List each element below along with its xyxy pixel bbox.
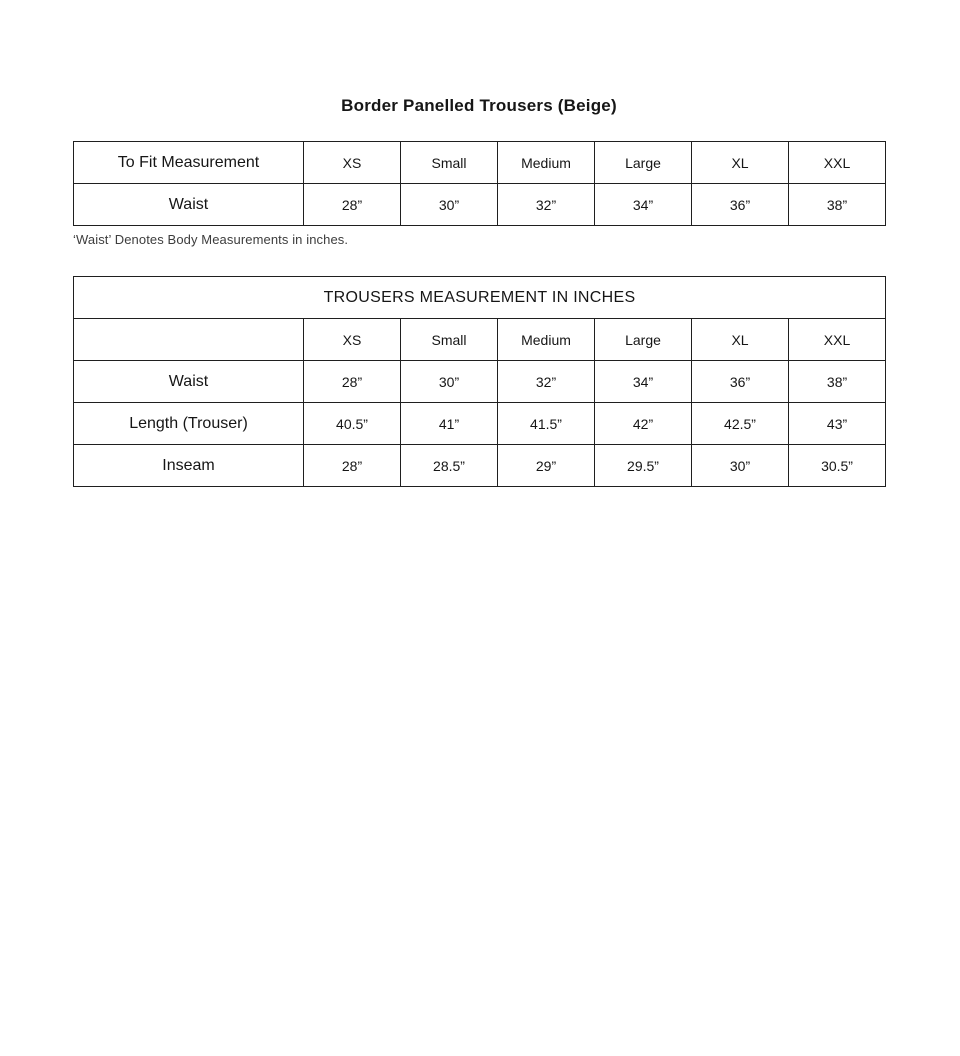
meas-waist-xs: 28” [304,361,401,403]
meas-inseam-large: 29.5” [595,445,692,487]
waist-value-small: 30” [401,184,498,226]
waist-value-xl: 36” [692,184,789,226]
measurement-table-title: TROUSERS MEASUREMENT IN INCHES [74,277,886,319]
fit-table-waist-row [74,184,886,226]
page-title: Border Panelled Trousers (Beige) [341,96,617,115]
measurement-table-title-row [74,277,886,319]
meas-waist-small: 30” [401,361,498,403]
size-chart-page [73,96,885,487]
meas-length-small: 41” [401,403,498,445]
empty-corner-cell [74,319,304,361]
measurement-inseam-row [74,445,886,487]
waist-footnote: ‘Waist’ Denotes Body Measurements in inches. [73,232,349,247]
meas-waist-large: 34” [595,361,692,403]
meas-length-xxl: 43” [789,403,886,445]
fit-table-header-row [74,142,886,184]
waist-value-xxl: 38” [789,184,886,226]
meas-inseam-xs: 28” [304,445,401,487]
size-header-xs: XS [304,142,401,184]
meas-row-label-inseam: Inseam [74,445,304,487]
row-label-waist: Waist [74,184,304,226]
meas-size-header-xxl: XXL [789,319,886,361]
meas-inseam-xxl: 30.5” [789,445,886,487]
meas-size-header-xs: XS [304,319,401,361]
meas-waist-xl: 36” [692,361,789,403]
size-header-small: Small [401,142,498,184]
measurement-length-row [74,403,886,445]
waist-value-xs: 28” [304,184,401,226]
size-header-xl: XL [692,142,789,184]
waist-value-large: 34” [595,184,692,226]
meas-length-large: 42” [595,403,692,445]
meas-row-label-length: Length (Trouser) [74,403,304,445]
meas-waist-xxl: 38” [789,361,886,403]
meas-inseam-xl: 30” [692,445,789,487]
meas-inseam-small: 28.5” [401,445,498,487]
meas-length-xl: 42.5” [692,403,789,445]
meas-size-header-large: Large [595,319,692,361]
meas-size-header-medium: Medium [498,319,595,361]
measurement-table-sizes-row [74,319,886,361]
waist-value-medium: 32” [498,184,595,226]
measurement-waist-row [74,361,886,403]
size-header-xxl: XXL [789,142,886,184]
meas-row-label-waist: Waist [74,361,304,403]
trousers-measurement-table [73,276,886,487]
size-header-medium: Medium [498,142,595,184]
fit-table-header-label: To Fit Measurement [74,142,304,184]
meas-length-medium: 41.5” [498,403,595,445]
meas-length-xs: 40.5” [304,403,401,445]
meas-waist-medium: 32” [498,361,595,403]
size-header-large: Large [595,142,692,184]
meas-inseam-medium: 29” [498,445,595,487]
meas-size-header-xl: XL [692,319,789,361]
meas-size-header-small: Small [401,319,498,361]
fit-measurement-table [73,141,886,226]
